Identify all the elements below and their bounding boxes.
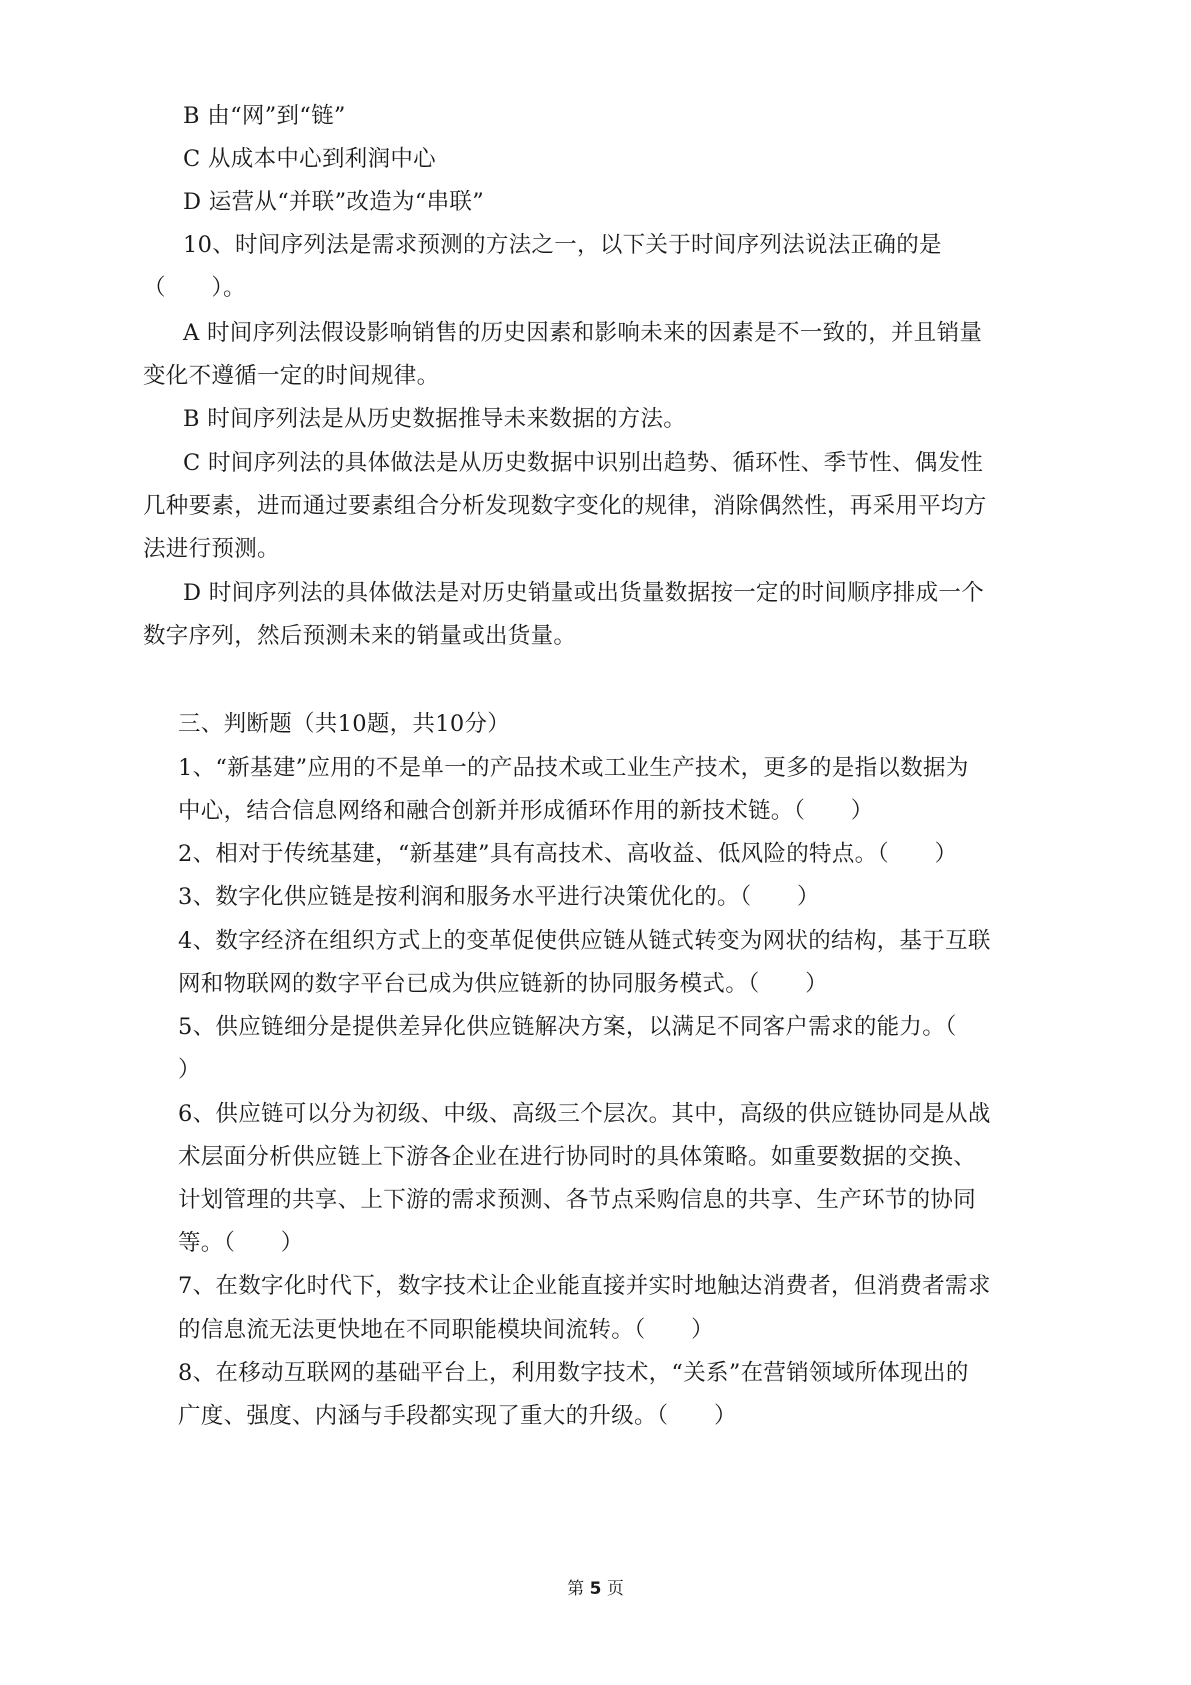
tf-item-3-line-1: 3、数字化供应链是按利润和服务水平进行决策优化的。（ ） — [178, 884, 820, 910]
q10-option-c-line-1: C 时间序列法的具体做法是从历史数据中识别出趋势、循环性、季节性、偶发性 — [183, 450, 984, 476]
q10-option-b: B 时间序列法是从历史数据推导未来数据的方法。 — [183, 406, 687, 432]
tf-item-6-line-4: 等。（ ） — [178, 1230, 304, 1256]
q9-option-d: D 运营从“并联”改造为“串联” — [183, 189, 485, 215]
tf-item-4-line-1: 4、数字经济在组织方式上的变革促使供应链从链式转变为网状的结构，基于互联 — [178, 928, 991, 954]
tf-item-5-line-2: ） — [178, 1057, 201, 1083]
q10-option-a-line-1: A 时间序列法假设影响销售的历史因素和影响未来的因素是不一致的，并且销量 — [183, 320, 983, 346]
tf-item-1-line-2: 中心，结合信息网络和融合创新并形成循环作用的新技术链。（ ） — [178, 798, 874, 824]
tf-item-1-line-1: 1、“新基建”应用的不是单一的产品技术或工业生产技术，更多的是指以数据为 — [178, 755, 969, 781]
footer-prefix: 第 — [567, 1579, 585, 1599]
tf-item-2-line-1: 2、相对于传统基建，“新基建”具有高技术、高收益、低风险的特点。（ ） — [178, 841, 958, 867]
page-footer — [0, 1577, 1191, 1601]
tf-item-7-line-2: 的信息流无法更快地在不同职能模块间流转。（ ） — [178, 1317, 714, 1343]
q10-option-d-line-2: 数字序列，然后预测未来的销量或出货量。 — [143, 623, 577, 649]
tf-item-8-line-2: 广度、强度、内涵与手段都实现了重大的升级。（ ） — [178, 1403, 737, 1429]
tf-item-6-line-3: 计划管理的共享、上下游的需求预测、各节点采购信息的共享、生产环节的协同 — [178, 1187, 977, 1213]
q10-option-d-line-1: D 时间序列法的具体做法是对历史销量或出货量数据按一定的时间顺序排成一个 — [183, 580, 984, 606]
q9-option-b: B 由“网”到“链” — [183, 103, 346, 129]
tf-item-4-line-2: 网和物联网的数字平台已成为供应链新的协同服务模式。（ ） — [178, 971, 828, 997]
tf-item-8-line-1: 8、在移动互联网的基础平台上，利用数字技术，“关系”在营销领域所体现出的 — [178, 1360, 969, 1386]
footer-suffix: 页 — [606, 1579, 624, 1599]
tf-item-5-line-1: 5、供应链细分是提供差异化供应链解决方案，以满足不同客户需求的能力。（ — [178, 1014, 957, 1040]
q10-option-c-line-3: 法进行预测。 — [143, 536, 280, 562]
tf-item-6-line-1: 6、供应链可以分为初级、中级、高级三个层次。其中，高级的供应链协同是从战 — [178, 1101, 991, 1127]
tf-item-7-line-1: 7、在数字化时代下，数字技术让企业能直接并实时地触达消费者，但消费者需求 — [178, 1273, 991, 1299]
q10-option-a-line-2: 变化不遵循一定的时间规律。 — [143, 363, 440, 389]
section-three-heading: 三、判断题（共10题，共10分） — [178, 711, 511, 737]
tf-item-6-line-2: 术层面分析供应链上下游各企业在进行协同时的具体策略。如重要数据的交换、 — [178, 1144, 977, 1170]
q10-option-c-line-2: 几种要素，进而通过要素组合分析发现数字变化的规律，消除偶然性，再采用平均方 — [143, 493, 987, 519]
q10-stem-line-1: 10、时间序列法是需求预测的方法之一，以下关于时间序列法说法正确的是 — [183, 232, 942, 258]
page-number: 5 — [589, 1579, 602, 1599]
q9-option-c: C 从成本中心到利润中心 — [183, 146, 436, 172]
q10-stem-line-2: （ ）。 — [143, 275, 246, 301]
